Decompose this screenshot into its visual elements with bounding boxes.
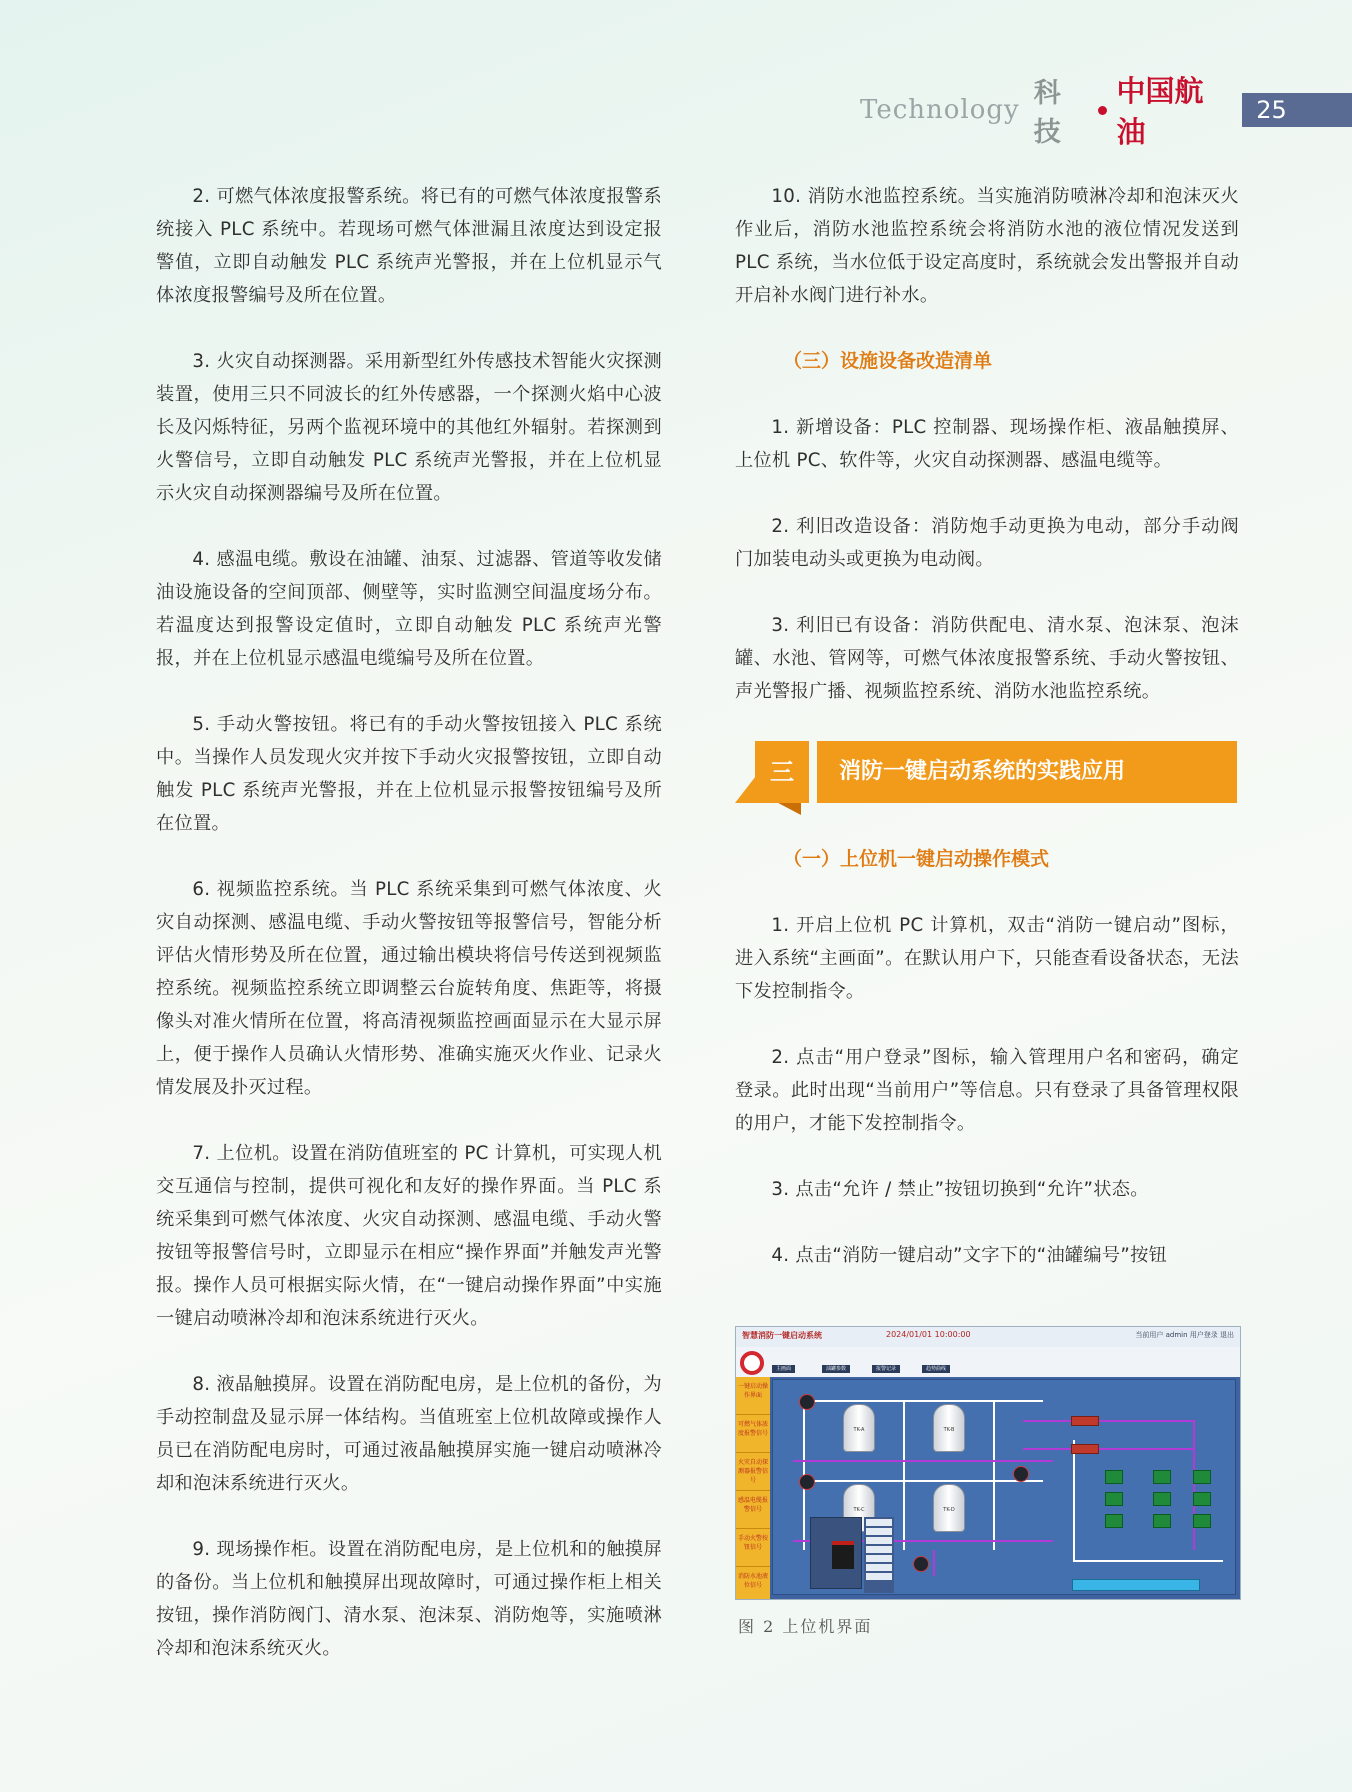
pipe-line [803,1400,1043,1402]
list-item-existing-equipment: 3. 利旧已有设备：消防供配电、清水泵、泡沫泵、泡沫罐、水池、管网等，可燃气体浓度报警系统、手动火警按钮、声光警报广播、视频监控系统、消防水池监控系统。 [735,615,1239,702]
header-section-label: 科技 [1033,78,1061,148]
paragraph-field-cabinet: 9. 现场操作柜。设置在消防配电房，是上位机和的触摸屏的备份。当上位机和触摸屏出现故障时，可通过操作柜上相关按钮，操作消防阀门、清水泵、泡沫泵、消防炮等，实施喷淋冷却和泡沫系统灭火。 [156,1539,662,1659]
figure-button-list [864,1517,894,1593]
paragraph-fire-detector: 3. 火灾自动探测器。采用新型红外传感技术智能火灾探测装置，使用三只不同波长的红外传感器，一个探测火焰中心波长及闪烁特征，另两个监视环境中的其他红外辐射。若探测到火警信号，立即自动触发 PLC 系统声光警报，并在上位机显示火灾自动探测器编号及所在位置。 [156,351,662,504]
step-open-pc: 1. 开启上位机 PC 计算机，双击“消防一键启动”图标，进入系统“主画面”。在默认用户下，只能查看设备状态，无法下发控制指令。 [735,915,1239,1002]
figure-panel-button [866,1528,892,1535]
figure-emergency-button-icon [832,1541,854,1569]
pump-icon [1193,1514,1211,1528]
paragraph-heat-cable: 4. 感温电缆。敷设在油罐、油泵、过滤器、管道等收发储油设施设备的空间顶部、侧壁等，实时监测空间温度场分布。若温度达到报警设定值时，立即自动触发 PLC 系统声光警报，并在上位机显示感温电缆编号及所在位置。 [156,549,662,669]
tank-label: TK-A [853,1427,865,1433]
page-number: 25 [1242,93,1352,127]
foam-tank-icon [1071,1444,1099,1454]
foam-pipe [933,1550,935,1576]
valve-icon [799,1394,815,1410]
step-user-login: 2. 点击“用户登录”图标，输入管理用户名和密码，确定登录。此时出现“当前用户”等信息。只有登录了具备管理权限的用户，才能下发控制指令。 [735,1047,1239,1134]
figure-toolbar [736,1347,1240,1377]
tank-a [843,1404,875,1452]
figure-panel-button [866,1555,892,1562]
figure-datetime: 2024/01/01 10:00:00 [886,1330,971,1339]
subheading-host-mode: （一）上位机一键启动操作模式 [783,848,1050,870]
figure-panel-button [866,1519,892,1526]
pump-icon [1105,1514,1123,1528]
valve-icon [913,1556,929,1572]
pipe-line [1073,1560,1223,1562]
figure-fire-pool [1072,1579,1200,1591]
foam-tank-icon [1071,1416,1099,1426]
figure-logo-icon [740,1351,764,1375]
figure-menu-item: 一键启动操作界面 [736,1377,770,1415]
foam-pipe [1023,1448,1193,1450]
figure-caption: 图 2 上位机界面 [738,1617,873,1636]
figure-panel-button [866,1537,892,1544]
foam-pipe [1023,1420,1193,1422]
foam-pipe [1193,1420,1195,1550]
figure-tab-trend: 趋势曲线 [922,1365,950,1373]
pump-icon [1153,1470,1171,1484]
figure-panel-button [866,1546,892,1553]
pump-icon [1105,1470,1123,1484]
tank-label: TK-D [943,1507,955,1513]
figure-menu-item: 消防水池液位信号 [736,1567,770,1600]
pipe-line [993,1400,995,1550]
figure-host-interface [735,1326,1241,1600]
figure-menu-item: 手动火警按钮信号 [736,1529,770,1567]
figure-tab-main: 主画面 [772,1365,795,1373]
pump-icon [1153,1492,1171,1506]
tank-d [933,1484,965,1532]
left-column [156,180,662,1698]
subheading-equipment-list: （三）设施设备改造清单 [783,350,993,372]
paragraph-host-pc: 7. 上位机。设置在消防值班室的 PC 计算机，可实现人机交互通信与控制，提供可视化和友好的操作界面。当 PLC 系统采集到可燃气体浓度、火灾自动探测、感温电缆、手动火警按钮等报警信号时，立即显示在相应“操作界面”并触发声光警报。操作人员可根据实际火情，在“一键启动操作界面”中实施一键启动喷淋冷却和泡沫系统进行灭火。 [156,1143,662,1329]
step-allow-toggle: 3. 点击“允许 / 禁止”按钮切换到“允许”状态。 [771,1179,1149,1200]
figure-side-menu [736,1377,770,1599]
valve-icon [799,1474,815,1490]
header-dot-icon [1098,106,1107,115]
pipe-line [1073,1440,1075,1560]
paragraph-video-monitor: 6. 视频监控系统。当 PLC 系统采集到可燃气体浓度、火灾自动探测、感温电缆、手动火警按钮等报警信号，智能分析评估火情形势及所在位置，通过输出模块将信号传送到视频监控系统。视频监控系统立即调整云台旋转角度、焦距等，将摄像头对准火情所在位置，将高清视频监控画面显示在大显示屏上，便于操作人员确认火情形势、准确实施灭火作业、记录火情发展及扑灭过程。 [156,879,662,1098]
figure-tab-tank: 油罐参数 [822,1365,850,1373]
list-item-retrofit-equipment: 2. 利旧改造设备：消防炮手动更换为电动，部分手动阀门加装电动头或更换为电动阀。 [735,516,1239,570]
figure-tab-alarm: 报警记录 [872,1365,900,1373]
tank-label: TK-B [943,1427,955,1433]
pump-icon [1193,1470,1211,1484]
step-tank-button: 4. 点击“消防一键启动”文字下的“油罐编号”按钮 [771,1245,1168,1266]
figure-titlebar [736,1327,1240,1348]
figure-app-title: 智慧消防一键启动系统 [742,1331,822,1340]
list-item-new-equipment: 1. 新增设备：PLC 控制器、现场操作柜、液晶触摸屏、上位机 PC、软件等，火灾自动探测器、感温电缆等。 [735,417,1239,471]
figure-panel-button [866,1573,892,1580]
paragraph-fire-pool: 10. 消防水池监控系统。当实施消防喷淋冷却和泡沫灭火作业后，消防水池监控系统会将消防水池的液位情况发送到 PLC 系统，当水位低于设定高度时，系统就会发出警报并自动开启补水阀门进行补水。 [735,186,1239,306]
valve-icon [1013,1466,1029,1482]
page-header [860,74,1352,149]
paragraph-manual-button: 5. 手动火警按钮。将已有的手动火警按钮接入 PLC 系统中。当操作人员发现火灾并按下手动火灾报警按钮，立即自动触发 PLC 系统声光警报，并在上位机显示报警按钮编号及所在位置。 [156,714,662,834]
foam-pipe [793,1460,1053,1462]
header-magazine-name: 中国航油 [1116,74,1204,149]
pump-icon [1193,1492,1211,1506]
paragraph-touch-screen: 8. 液晶触摸屏。设置在消防配电房，是上位机的备份，为手动控制盘及显示屏一体结构。当值班室上位机故障或操作人员已在消防配电房时，可通过液晶触摸屏实施一键启动喷淋冷却和泡沫系统进行灭火。 [156,1374,662,1494]
section-banner [735,741,1237,803]
tank-label: TK-C [853,1507,865,1513]
section-number: 三 [755,741,809,803]
paragraph-gas-alarm: 2. 可燃气体浓度报警系统。将已有的可燃气体浓度报警系统接入 PLC 系统中。若现场可燃气体泄漏且浓度达到设定报警值，立即自动触发 PLC 系统声光警报，并在上位机显示气体浓度报警编号及所在位置。 [156,186,662,306]
figure-menu-item: 感温电缆报警信号 [736,1491,770,1529]
figure-panel-button [866,1564,892,1571]
pipe-line [903,1400,905,1550]
right-column [735,180,1239,1272]
section-title: 消防一键启动系统的实践应用 [817,741,1237,803]
pipe-line [803,1480,1043,1482]
pump-icon [1105,1492,1123,1506]
figure-menu-item: 火灾自动探测器报警信号 [736,1453,770,1491]
tank-b [933,1404,965,1452]
pump-icon [1153,1514,1171,1528]
figure-user-info: 当前用户 admin 用户登录 退出 [1135,1331,1234,1339]
header-english-label: Technology [860,95,1020,125]
figure-menu-item: 可燃气体浓度报警信号 [736,1415,770,1453]
